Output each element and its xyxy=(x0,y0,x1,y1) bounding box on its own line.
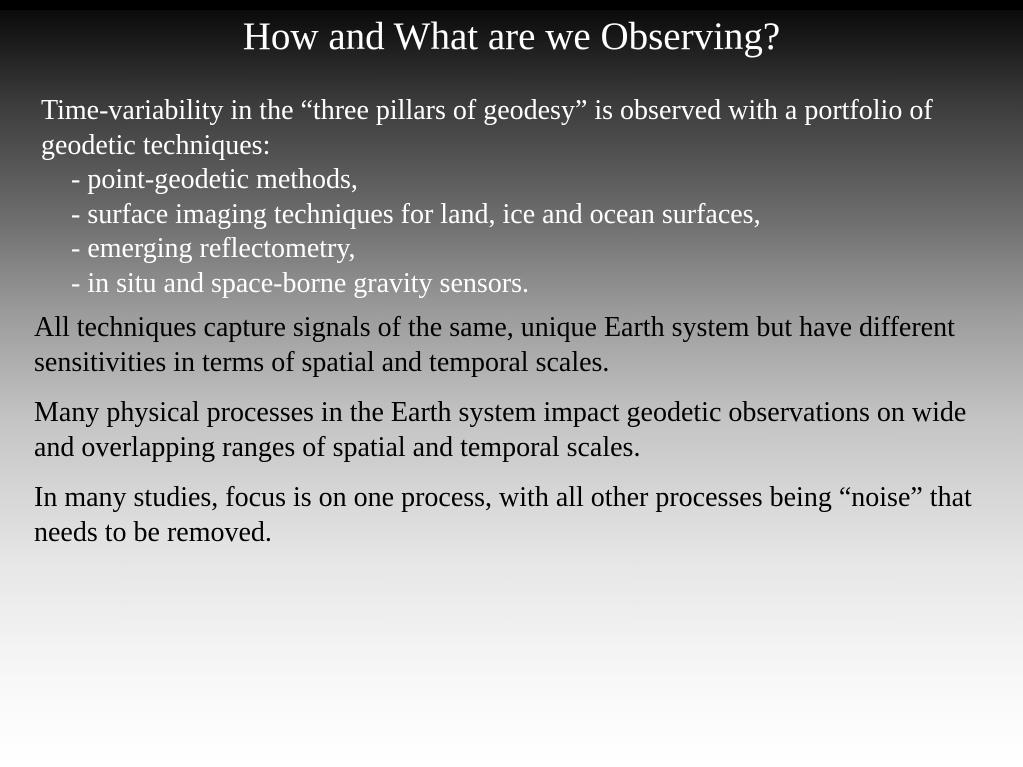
body-paragraph: In many studies, focus is on one process, with all other processes being “noise” that needs to be removed. xyxy=(34,482,972,548)
body-paragraph: Many physical processes in the Earth system impact geodetic observations on wide and overlapping ranges of spatial and temporal scales. xyxy=(34,397,967,463)
technique-item: - emerging reflectometry, xyxy=(71,233,356,264)
technique-list xyxy=(41,163,1011,301)
intro-block xyxy=(41,94,1011,301)
slide-title: How and What are we Observing? xyxy=(242,15,781,58)
technique-item: - surface imaging techniques for land, ice and ocean surfaces, xyxy=(71,198,761,230)
technique-item: - in situ and space-borne gravity sensors. xyxy=(71,267,529,299)
intro-text: Time-variability in the “three pillars of geodesy” is observed with a portfolio of geodetic techniques: xyxy=(41,95,933,161)
technique-item: - point-geodetic methods, xyxy=(71,164,358,195)
slide-top-strip xyxy=(0,0,1023,10)
body-paragraph: All techniques capture signals of the same, unique Earth system but have different sensitivities in terms of spatial and temporal scales. xyxy=(34,312,955,378)
